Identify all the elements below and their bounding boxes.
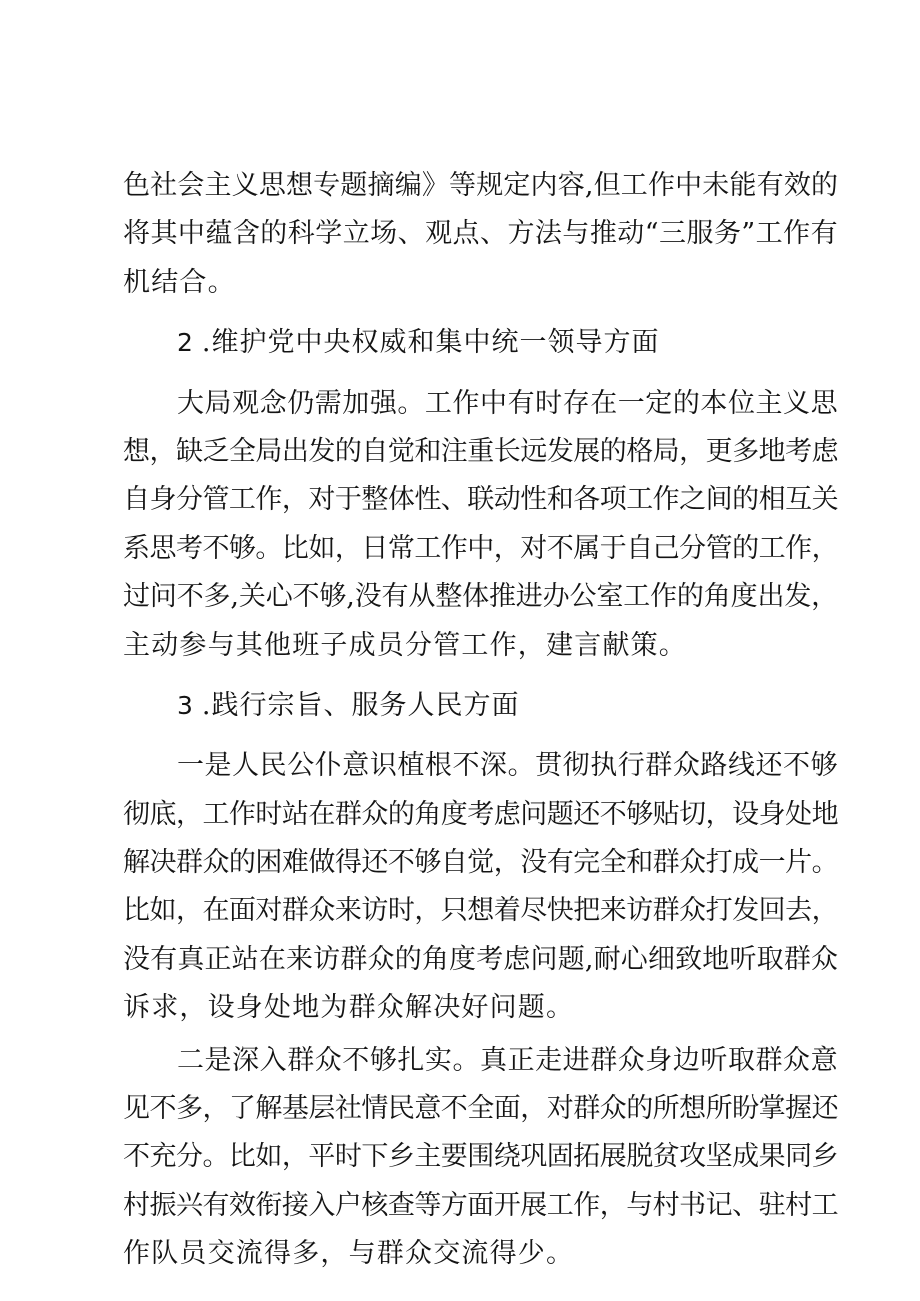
text-line: 彻底，工作时站在群众的角度考虑问题还不够贴切，设身处地 [123,798,838,830]
section-number: 3 [177,690,194,720]
section-heading-2 [123,319,838,367]
section2-paragraph [123,380,838,670]
document-body [123,162,838,1279]
text-line: 一是人民公仆意识植根不深。贯彻执行群众路线还不够 [177,750,838,782]
text-line: 机结合。 [123,266,236,298]
text-line: 作队员交流得多，与群众交流得少。 [123,1238,575,1270]
text-line: 比如，在面对群众来访时，只想着尽快把来访群众打发回去， [123,895,838,927]
section-heading-3 [123,682,838,730]
text-line: 诉求，设身处地为群众解决好问题。 [123,992,575,1024]
text-line: 没有真正站在来访群众的角度考虑问题,耐心细致地听取群众 [123,943,838,975]
section-number: 2 [177,328,194,358]
text-line: 主动参与其他班子成员分管工作，建言献策。 [123,629,687,661]
text-line: 将其中蕴含的科学立场、观点、方法与推动“三服务”工作有 [123,218,838,250]
section3-paragraph-2 [123,1037,838,1279]
text-line: 大局观念仍需加强。工作中有时存在一定的本位主义思 [177,387,838,419]
text-line: 村振兴有效衔接入户核查等方面开展工作，与村书记、驻村工 [123,1189,838,1221]
text-line: 不充分。比如，平时下乡主要围绕巩固拓展脱贫攻坚成果同乡 [123,1141,838,1173]
intro-paragraph [123,162,838,307]
text-line: 想，缺乏全局出发的自觉和注重长远发展的格局，更多地考虑 [123,435,838,467]
section-title: .维护党中央权威和集中统一领导方面 [201,327,660,359]
text-line: 解决群众的困难做得还不够自觉，没有完全和群众打成一片。 [123,847,838,879]
text-line: 见不多，了解基层社情民意不全面，对群众的所想所盼掌握还 [123,1093,838,1125]
text-line: 二是深入群众不够扎实。真正走进群众身边听取群众意 [177,1044,838,1076]
text-line: 系思考不够。比如，日常工作中，对不属于自己分管的工作， [123,532,838,564]
text-line: 色社会主义思想专题摘编》等规定内容,但工作中未能有效的 [123,170,838,201]
section-title: .践行宗旨、服务人民方面 [201,689,520,721]
text-line: 自身分管工作，对于整体性、联动性和各项工作之间的相互关 [123,484,838,516]
section3-paragraph-1 [123,742,838,1032]
text-line: 过问不多,关心不够,没有从整体推进办公室工作的角度出发， [123,581,838,613]
